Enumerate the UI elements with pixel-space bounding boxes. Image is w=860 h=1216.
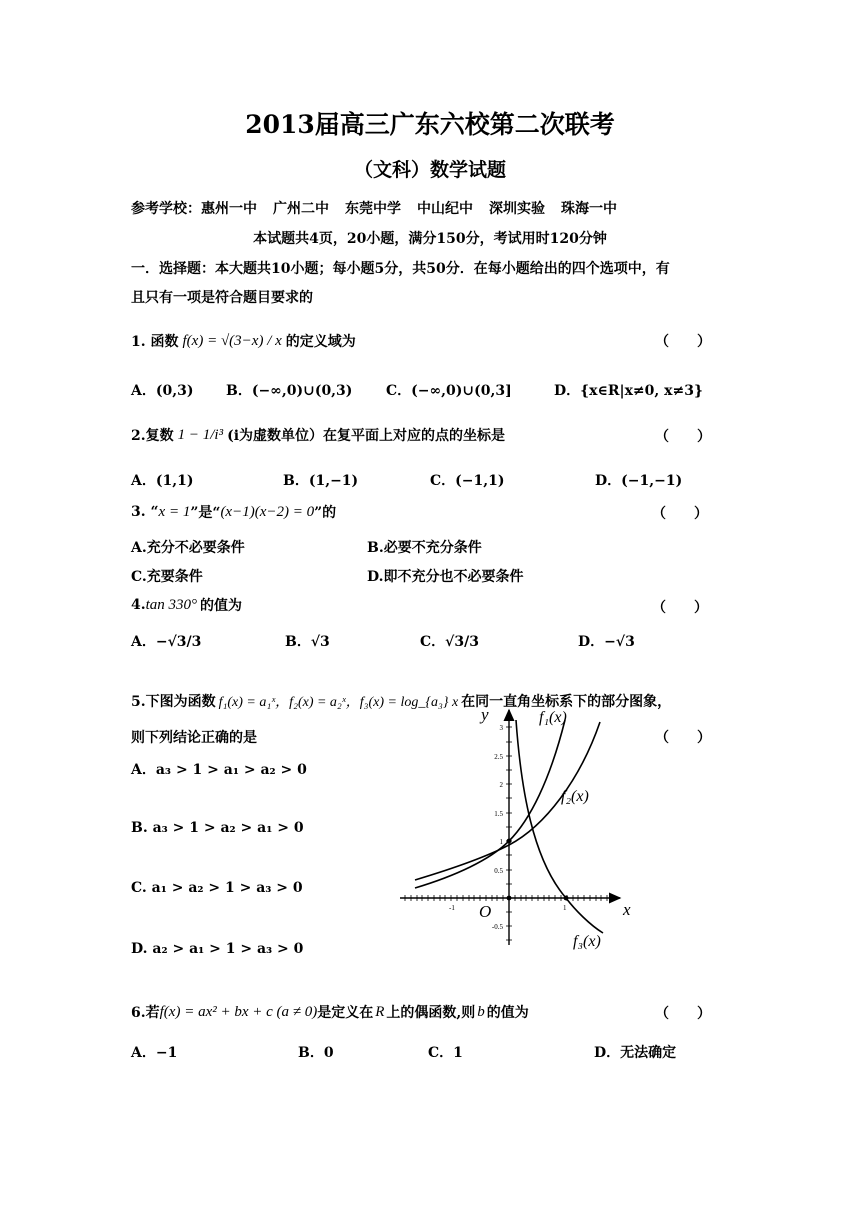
q1-option-b: B．(−∞,0)∪(0,3): [226, 383, 353, 399]
question-prefix: 3. “: [131, 504, 159, 520]
question-6-stem: [131, 1001, 529, 1023]
q4-option-c: C．√3/3: [420, 634, 479, 650]
x-tick-label: -1: [449, 904, 455, 912]
y-tick-label: 2: [499, 781, 503, 789]
q5-option-b: B. a₃ > 1 > a₂ > a₁ > 0: [131, 820, 304, 836]
question-formula: f(x) = ax² + bx + c (a ≠ 0): [159, 1003, 318, 1020]
y-tick-label: 3: [499, 724, 503, 732]
q3-option-b: B.必要不充分条件: [367, 540, 482, 556]
page-title: 2013届高三广东六校第二次联考: [245, 110, 615, 139]
question-prefix: 1. 函数: [131, 334, 179, 350]
q4-option-b: B．√3: [285, 634, 330, 650]
point-0-1: [507, 839, 512, 844]
q3-option-a: A.充分不必要条件: [131, 540, 245, 556]
section-instructions-line2: 且只有一项是符合题目要求的: [131, 290, 313, 306]
question-suffix: 的定义域为: [285, 334, 356, 350]
point-1-0: [564, 896, 569, 901]
y-axis-label: y: [481, 705, 489, 724]
q5-option-c: C. a₁ > a₂ > 1 > a₃ > 0: [131, 880, 303, 896]
answer-blank[interactable]: （ ）: [655, 1006, 711, 1022]
question-middle: 是定义在: [317, 1005, 374, 1021]
question-prefix: 5.下图为函数: [131, 694, 216, 710]
q6-option-d: D．无法确定: [594, 1045, 677, 1061]
q2-option-c: C．(−1,1): [430, 473, 505, 489]
answer-blank[interactable]: （ ）: [655, 730, 711, 746]
q1-option-d: D．{x∈R|x≠0, x≠3}: [554, 383, 703, 399]
q5-option-a: A．a₃ > 1 > a₁ > a₂ > 0: [131, 762, 307, 778]
question-formula: f₁(x) = a₁ˣ，f₂(x) = a₂ˣ，f₃(x) = log_{a₃} x: [218, 695, 459, 710]
school-name: 中山纪中: [417, 201, 473, 217]
question-suffix: ”的: [314, 505, 337, 521]
question-middle: ”是“: [190, 505, 221, 521]
question-2-stem: [131, 413, 505, 457]
school-name: 惠州一中: [201, 201, 257, 217]
question-formula: (x−1)(x−2) = 0: [220, 503, 315, 520]
question-3-stem: [131, 501, 336, 523]
y-tick-label: -0.5: [491, 923, 503, 931]
school-name: 深圳实验: [489, 201, 545, 217]
question-formula: R: [375, 1003, 385, 1020]
question-formula: b: [477, 1003, 485, 1020]
q3-option-d: D.即不充分也不必要条件: [367, 569, 524, 585]
exam-info: 本试题共4页，20小题，满分150分，考试用时120分钟: [253, 231, 607, 247]
origin-point: [507, 896, 512, 901]
question-suffix: 的值为: [200, 598, 243, 614]
question-prefix: 2.复数: [131, 428, 174, 444]
answer-blank[interactable]: （ ）: [652, 600, 708, 616]
q2-option-a: A．(1,1): [131, 473, 194, 489]
y-tick-label: 2.5: [494, 753, 503, 761]
q6-option-c: C．1: [428, 1045, 463, 1061]
q6-option-a: A．−1: [131, 1045, 178, 1061]
y-tick-label: 1.5: [494, 810, 503, 818]
f3-curve: [516, 720, 603, 933]
question-middle: 上的偶函数,则: [386, 1005, 476, 1021]
f2-label: f₂(x): [561, 788, 589, 805]
question-1-stem: [131, 318, 356, 364]
question-5-line2: 则下列结论正确的是: [131, 730, 257, 746]
q5-option-d: D. a₂ > a₁ > 1 > a₃ > 0: [131, 941, 304, 957]
question-formula: x = 1: [158, 503, 191, 520]
q6-option-b: B．0: [298, 1045, 334, 1061]
question-suffix: (i为虚数单位）在复平面上对应的点的坐标是: [227, 428, 506, 444]
x-tick-label: 1: [563, 904, 567, 912]
y-tick-label: 0.5: [494, 867, 503, 875]
answer-blank[interactable]: （ ）: [655, 334, 711, 350]
page-subtitle: （文科）数学试题: [353, 159, 506, 181]
question-4-stem: [131, 594, 242, 616]
school-name: 东莞中学: [345, 201, 401, 217]
answer-blank[interactable]: （ ）: [652, 506, 708, 522]
q3-option-c: C.充要条件: [131, 569, 203, 585]
q2-option-b: B．(1,−1): [283, 473, 359, 489]
q1-option-a: A．(0,3): [131, 383, 194, 399]
question-suffix: 在同一直角坐标系下的部分图象，: [461, 694, 672, 710]
question-formula: 1 − 1/i³: [177, 426, 224, 443]
reference-schools: [131, 198, 617, 218]
f1-label: f₁(x): [539, 709, 567, 726]
school-name: 珠海一中: [561, 201, 617, 217]
f1-curve: [415, 720, 565, 888]
function-graph: [395, 700, 655, 960]
q4-option-d: D．−√3: [578, 634, 635, 650]
q4-option-a: A．−√3/3: [131, 634, 202, 650]
q1-option-c: C．(−∞,0)∪(0,3]: [386, 383, 512, 399]
q2-option-d: D．(−1,−1): [595, 473, 683, 489]
x-axis-label: x: [623, 900, 631, 919]
schools-prefix: 参考学校：: [131, 201, 201, 217]
section-instructions-line1: 一．选择题：本大题共10小题；每小题5分，共50分．在每小题给出的四个选项中，有: [131, 261, 670, 277]
question-suffix: 的值为: [486, 1005, 529, 1021]
question-formula: tan 330°: [145, 596, 198, 613]
origin-label: O: [479, 902, 492, 921]
question-prefix: 4.: [131, 597, 146, 613]
y-tick-label: 1: [499, 838, 503, 846]
school-name: 广州二中: [273, 201, 329, 217]
f3-label: f₃(x): [573, 933, 601, 950]
question-formula: f(x) = √(3−x) / x: [182, 332, 282, 349]
answer-blank[interactable]: （ ）: [655, 429, 711, 445]
question-prefix: 6.若: [131, 1005, 160, 1021]
